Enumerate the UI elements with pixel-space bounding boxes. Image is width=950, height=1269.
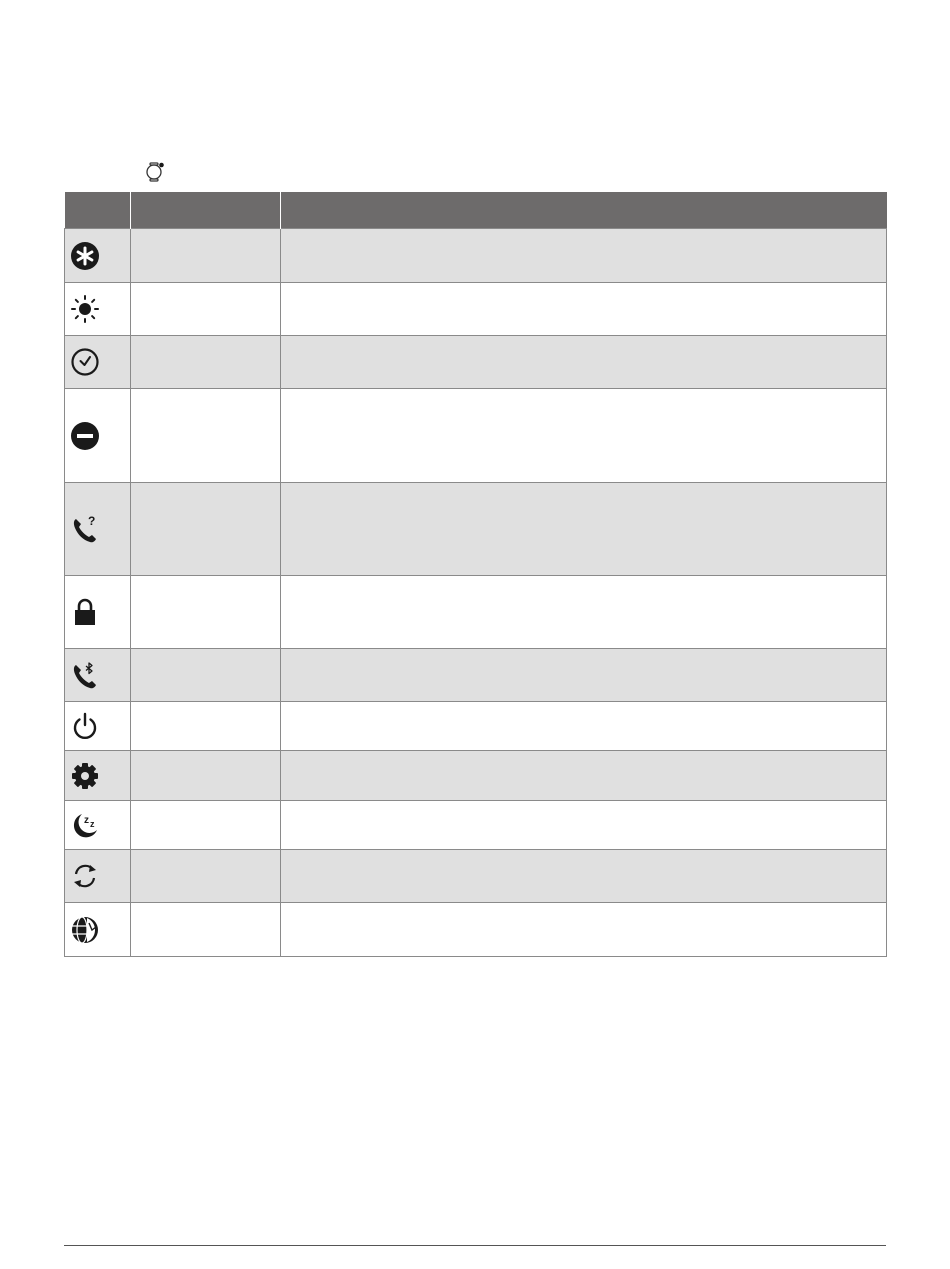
control-name — [131, 283, 281, 336]
table-header-row — [65, 192, 887, 229]
control-name — [131, 576, 281, 649]
control-name — [131, 903, 281, 957]
table-row — [65, 283, 887, 336]
svg-text:z: z — [84, 815, 89, 826]
svg-text:?: ? — [88, 514, 96, 528]
control-name — [131, 483, 281, 576]
footer-divider — [64, 1245, 886, 1246]
table-row — [65, 336, 887, 389]
controls-table — [64, 192, 887, 957]
control-description — [281, 751, 887, 801]
table-row — [65, 576, 887, 649]
svg-text:z: z — [90, 819, 95, 829]
asterisk-icon — [70, 241, 100, 271]
world-clock-icon — [70, 915, 100, 945]
control-description — [281, 850, 887, 903]
table-row — [65, 751, 887, 801]
control-description — [281, 483, 887, 576]
table-row — [65, 483, 887, 576]
control-description — [281, 649, 887, 702]
control-name — [131, 389, 281, 483]
power-icon — [70, 711, 100, 741]
control-name — [131, 751, 281, 801]
header-description — [281, 192, 887, 229]
clock-icon — [70, 347, 100, 377]
header-icon — [65, 192, 131, 229]
control-name — [131, 801, 281, 850]
settings-gear-icon — [70, 761, 100, 791]
table-row — [65, 702, 887, 751]
sleep-mode-icon — [70, 810, 100, 840]
do-not-disturb-icon — [70, 421, 100, 451]
table-row — [65, 229, 887, 283]
control-name — [131, 850, 281, 903]
control-description — [281, 283, 887, 336]
control-name — [131, 649, 281, 702]
control-description — [281, 576, 887, 649]
find-phone-icon — [70, 514, 100, 544]
watch-control-icon — [141, 160, 167, 184]
lock-icon — [70, 597, 100, 627]
sync-icon — [70, 861, 100, 891]
control-description — [281, 336, 887, 389]
phone-bluetooth-icon — [70, 660, 100, 690]
header-name — [131, 192, 281, 229]
table-row — [65, 649, 887, 702]
control-description — [281, 229, 887, 283]
control-name — [131, 702, 281, 751]
control-name — [131, 336, 281, 389]
table-row — [65, 903, 887, 957]
control-name — [131, 229, 281, 283]
brightness-icon — [70, 294, 100, 324]
control-description — [281, 903, 887, 957]
table-row — [65, 850, 887, 903]
table-row — [65, 801, 887, 850]
control-description — [281, 389, 887, 483]
control-description — [281, 801, 887, 850]
control-description — [281, 702, 887, 751]
table-row — [65, 389, 887, 483]
